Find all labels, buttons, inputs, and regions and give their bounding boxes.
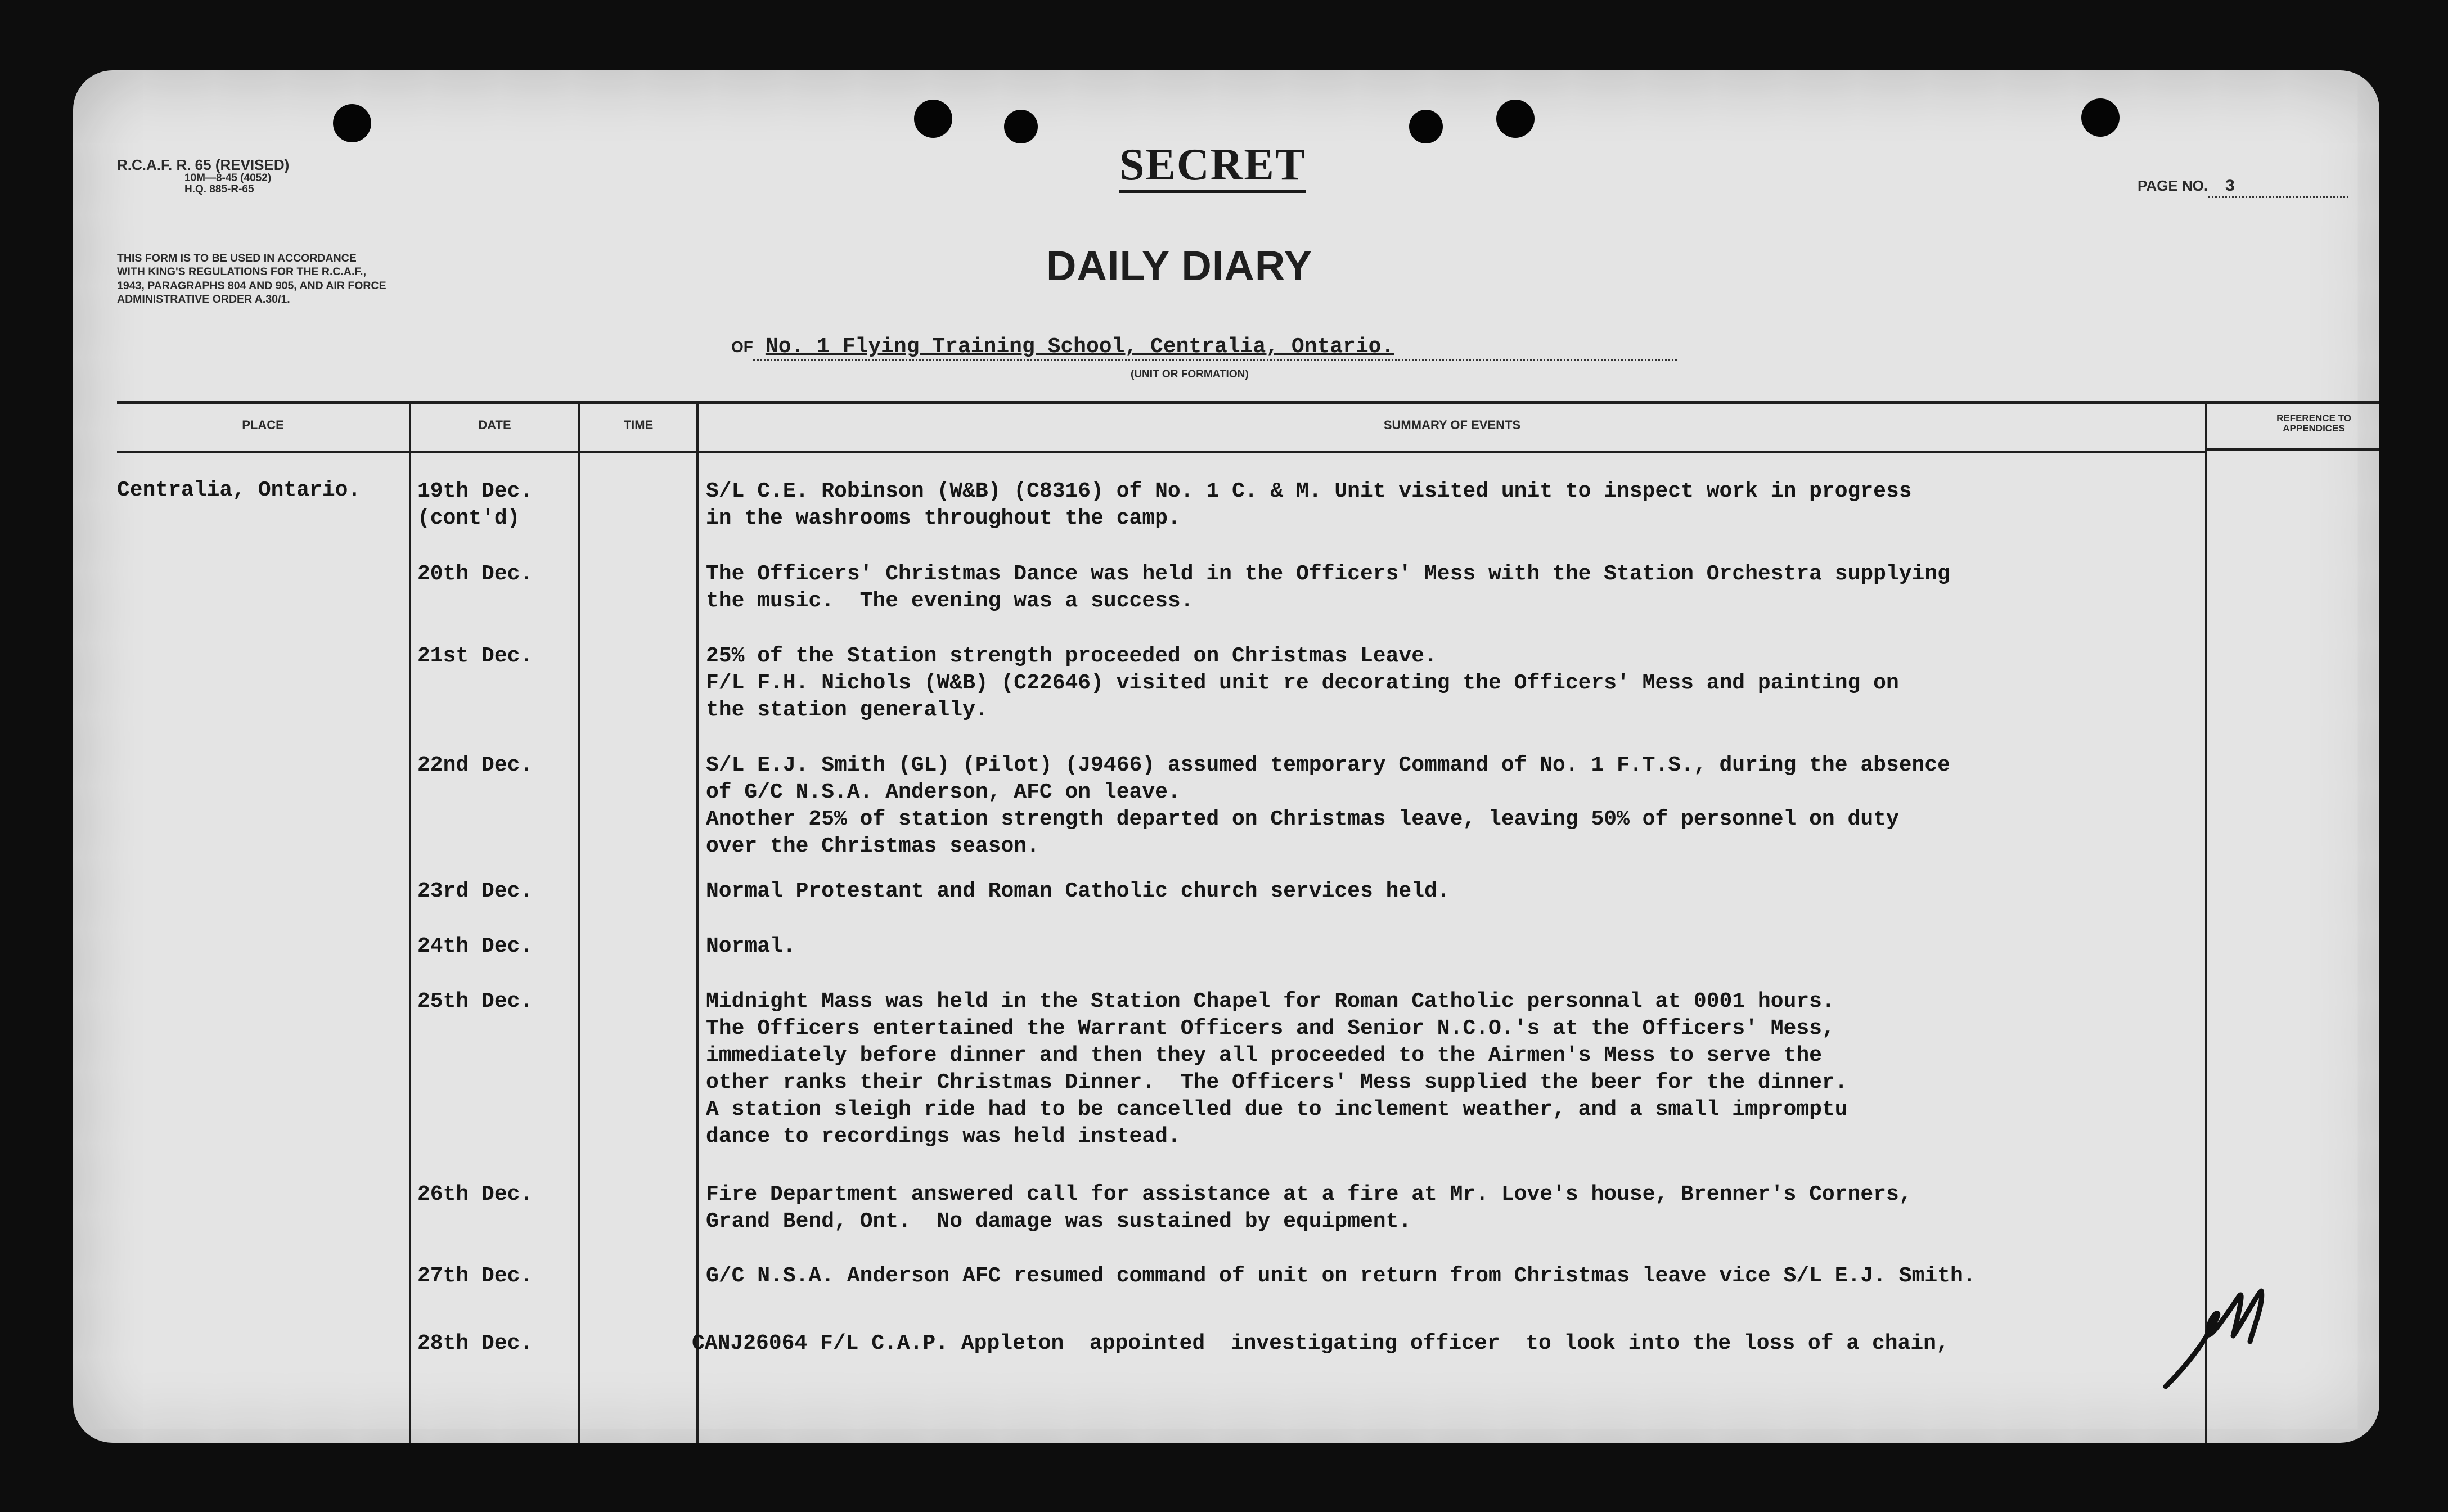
- summary-line: immediately before dinner and then they all proceeded to the Airmen's Mess to serve the: [706, 1043, 1822, 1068]
- entry-date: [417, 1330, 533, 1357]
- entry-date: [417, 1263, 533, 1290]
- page-number-label: PAGE NO.: [2138, 177, 2208, 194]
- punch-hole: [914, 100, 952, 138]
- notice-line: THIS FORM IS TO BE USED IN ACCORDANCE: [117, 252, 357, 264]
- column-header-reference: [2207, 413, 2379, 434]
- entry-summary: [706, 752, 1950, 860]
- entry-summary: [706, 561, 1950, 615]
- date-line: 21st Dec.: [417, 644, 533, 668]
- summary-line: G/C N.S.A. Anderson AFC resumed command of unit on return from Christmas leave vice S/L E.J. Smith.: [706, 1264, 1976, 1288]
- punch-hole: [2081, 98, 2120, 137]
- entry-date: [417, 933, 533, 960]
- table-top-rule: [117, 401, 2379, 404]
- unit-value: No. 1 Flying Training School, Centralia, Ontario.: [753, 335, 1677, 361]
- unit-field: [731, 335, 1677, 361]
- form-id-line: 10M—8-45 (4052): [184, 172, 272, 184]
- summary-line: over the Christmas season.: [706, 834, 1040, 858]
- punch-hole: [1004, 110, 1038, 143]
- date-line: 27th Dec.: [417, 1264, 533, 1288]
- form-id-line: H.Q. 885-R-65: [184, 183, 254, 196]
- entry-summary: [706, 933, 796, 960]
- page-number-value: 3: [2208, 177, 2348, 198]
- column-divider: [578, 402, 580, 1443]
- document-title: DAILY DIARY: [1046, 242, 1312, 289]
- summary-line: A station sleigh ride had to be cancelled due to inclement weather, and a small impromptu: [706, 1097, 1848, 1122]
- entry-summary: [706, 643, 1899, 724]
- summary-line: Normal Protestant and Roman Catholic church services held.: [706, 879, 1450, 903]
- entry-summary: [706, 1181, 1912, 1235]
- summary-line: S/L E.J. Smith (GL) (Pilot) (J9466) assumed temporary Command of No. 1 F.T.S., during the absence: [706, 753, 1950, 777]
- summary-line: The Officers entertained the Warrant Officers and Senior N.C.O.'s at the Officers' Mess,: [706, 1016, 1835, 1041]
- summary-line: Another 25% of station strength departed on Christmas leave, leaving 50% of personnel on duty: [706, 807, 1899, 831]
- summary-line: the music. The evening was a success.: [706, 589, 1194, 613]
- summary-line: Fire Department answered call for assistance at a fire at Mr. Love's house, Brenner's Corners,: [706, 1182, 1912, 1207]
- form-identifier: [117, 158, 289, 195]
- entry-date: [417, 988, 533, 1015]
- entry-date: [417, 561, 533, 588]
- summary-line: other ranks their Christmas Dinner. The Officers' Mess supplied the beer for the dinner.: [706, 1070, 1848, 1095]
- column-header-summary: SUMMARY OF EVENTS: [1383, 418, 1521, 432]
- summary-line: Grand Bend, Ont. No damage was sustained by equipment.: [706, 1209, 1412, 1234]
- secret-classification: SECRET: [1119, 142, 1306, 193]
- date-line: 24th Dec.: [417, 934, 533, 958]
- summary-line: Midnight Mass was held in the Station Chapel for Roman Catholic personnal at 0001 hours.: [706, 989, 1835, 1014]
- summary-line: dance to recordings was held instead.: [706, 1124, 1181, 1149]
- summary-line: the station generally.: [706, 698, 988, 722]
- summary-line: 25% of the Station strength proceeded on Christmas Leave.: [706, 644, 1437, 668]
- page-number-field: [2138, 177, 2348, 198]
- entry-summary: [706, 478, 1912, 532]
- summary-line: Normal.: [706, 934, 796, 958]
- form-id-line: R.C.A.F. R. 65 (REVISED): [117, 156, 290, 173]
- entry-summary: [706, 1263, 1976, 1290]
- summary-line: of G/C N.S.A. Anderson, AFC on leave.: [706, 780, 1181, 804]
- notice-line: ADMINISTRATIVE ORDER A.30/1.: [117, 293, 290, 306]
- regulation-notice: [117, 251, 556, 307]
- entry-summary: [706, 878, 1450, 905]
- reference-header-line: REFERENCE TO: [2276, 413, 2351, 424]
- entry-summary: [706, 988, 1848, 1150]
- unit-caption: (UNIT OR FORMATION): [1131, 368, 1249, 380]
- entry-date: [417, 478, 533, 532]
- column-header-place: PLACE: [242, 418, 284, 432]
- diary-sheet: [73, 70, 2379, 1443]
- notice-line: 1943, PARAGRAPHS 804 AND 905, AND AIR FORCE: [117, 279, 386, 292]
- entry-date: [417, 752, 533, 779]
- summary-line: S/L C.E. Robinson (W&B) (C8316) of No. 1 C. & M. Unit visited unit to inspect work in progress: [706, 479, 1912, 503]
- date-line: 26th Dec.: [417, 1182, 533, 1207]
- date-line: 25th Dec.: [417, 989, 533, 1014]
- date-line: (cont'd): [417, 506, 520, 530]
- punch-hole: [333, 104, 371, 142]
- summary-line: in the washrooms throughout the camp.: [706, 506, 1181, 530]
- date-line: 28th Dec.: [417, 1331, 533, 1356]
- entry-date: [417, 878, 533, 905]
- date-line: 20th Dec.: [417, 562, 533, 586]
- reference-header-line: APPENDICES: [2283, 422, 2345, 434]
- date-line: 23rd Dec.: [417, 879, 533, 903]
- punch-hole: [1496, 100, 1534, 138]
- column-header-time: TIME: [623, 418, 654, 432]
- unit-of-label: OF: [731, 338, 753, 356]
- summary-line: F/L F.H. Nichols (W&B) (C22646) visited unit re decorating the Officers' Mess and painting on: [706, 671, 1899, 695]
- ref-header-bottom-rule: [2207, 448, 2379, 451]
- handwritten-initials-signature: [2154, 1280, 2301, 1392]
- entry-date: [417, 1181, 533, 1208]
- date-line: 22nd Dec.: [417, 753, 533, 777]
- notice-line: WITH KING'S REGULATIONS FOR THE R.C.A.F.,: [117, 266, 367, 278]
- entry-date: [417, 643, 533, 670]
- column-divider: [696, 402, 699, 1443]
- header-bottom-rule: [117, 451, 2207, 453]
- date-line: 19th Dec.: [417, 479, 533, 503]
- column-divider: [409, 402, 411, 1443]
- summary-line: The Officers' Christmas Dance was held in the Officers' Mess with the Station Orchestra supplying: [706, 562, 1950, 586]
- summary-line: CANJ26064 F/L C.A.P. Appleton appointed investigating officer to look into the loss of a chain,: [692, 1331, 1949, 1356]
- entry-summary: [692, 1330, 1949, 1357]
- punch-hole: [1409, 110, 1443, 143]
- column-header-date: DATE: [478, 418, 511, 432]
- place-value: Centralia, Ontario.: [117, 478, 361, 502]
